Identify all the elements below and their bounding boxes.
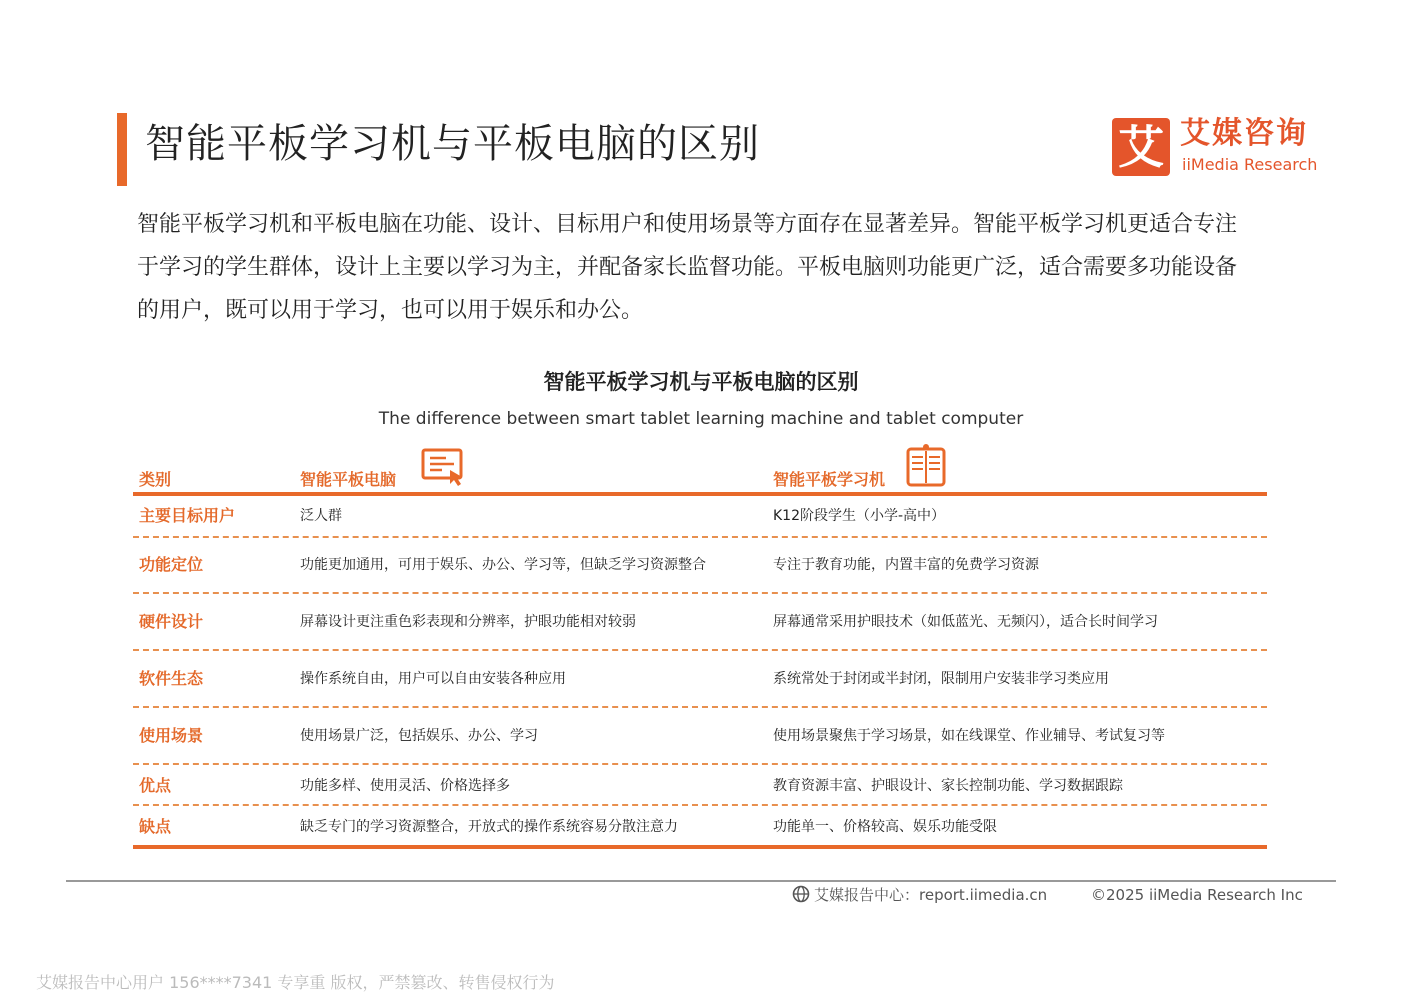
logo-mark: 艾	[1112, 118, 1170, 176]
cell-tablet: 缺乏专门的学习资源整合，开放式的操作系统容易分散注意力	[300, 819, 678, 835]
logo-name-en: iiMedia Research	[1182, 155, 1318, 174]
watermark: 艾媒报告中心用户 156****7341 专享重 版权，严禁篡改、转售侵权行为	[36, 973, 555, 992]
cell-learning: 使用场景聚焦于学习场景，如在线课堂、作业辅导、考试复习等	[773, 728, 1165, 744]
page-title: 智能平板学习机与平板电脑的区别	[145, 121, 760, 167]
intro-paragraph: 智能平板学习机和平板电脑在功能、设计、目标用户和使用场景等方面存在显著差异。智能平板学习机更适合专注于学习的学生群体，设计上主要以学习为主，并配备家长监督功能。平板电脑则功能更广泛，适合需要多功能设备的用户，既可以用于学习，也可以用于娱乐和办公。	[137, 212, 1238, 323]
row-label: 缺点	[139, 817, 172, 836]
row-label: 主要目标用户	[139, 506, 236, 525]
tablet-computer-icon	[420, 446, 468, 492]
cell-tablet: 功能更加通用，可用于娱乐、办公、学习等，但缺乏学习资源整合	[300, 557, 706, 573]
title-accent-bar	[117, 113, 127, 186]
row-label: 使用场景	[139, 726, 204, 745]
table-subtitle: The difference between smart tablet learning machine and tablet computer	[378, 409, 1024, 429]
table-title: 智能平板学习机与平板电脑的区别	[543, 370, 859, 394]
globe-icon	[792, 885, 810, 910]
row-label: 功能定位	[139, 555, 204, 574]
footer-source	[792, 883, 1047, 910]
row-label: 优点	[139, 776, 172, 795]
table-bottom-rule	[133, 845, 1267, 849]
cell-tablet: 屏幕设计更注重色彩表现和分辨率，护眼功能相对较弱	[300, 614, 636, 630]
cell-tablet: 泛人群	[300, 508, 342, 524]
header-tablet: 智能平板电脑	[300, 470, 397, 489]
cell-learning: 教育资源丰富、护眼设计、家长控制功能、学习数据跟踪	[773, 778, 1123, 794]
cell-learning: 屏幕通常采用护眼技术（如低蓝光、无频闪），适合长时间学习	[773, 614, 1158, 630]
cell-learning: 功能单一、价格较高、娱乐功能受限	[773, 819, 997, 835]
footer-copyright: ©2025 iiMedia Research Inc	[1091, 886, 1303, 904]
row-divider	[133, 804, 1267, 806]
row-divider	[133, 592, 1267, 594]
header-learning: 智能平板学习机	[773, 470, 886, 489]
header-category: 类别	[139, 470, 172, 489]
logo-name-cn: 艾媒咨询	[1180, 116, 1308, 151]
row-divider	[133, 763, 1267, 765]
row-label: 软件生态	[139, 669, 204, 688]
footer-divider	[66, 880, 1336, 882]
row-divider	[133, 706, 1267, 708]
iimedia-logo	[1112, 118, 1322, 180]
book-reader-icon	[904, 443, 948, 495]
row-divider	[133, 536, 1267, 538]
table-header-rule	[133, 492, 1267, 496]
cell-tablet: 操作系统自由，用户可以自由安装各种应用	[300, 671, 566, 687]
cell-tablet: 功能多样、使用灵活、价格选择多	[300, 778, 510, 794]
row-label: 硬件设计	[139, 612, 204, 631]
footer-source-text: 艾媒报告中心：report.iimedia.cn	[814, 886, 1048, 904]
cell-learning: 系统常处于封闭或半封闭，限制用户安装非学习类应用	[773, 671, 1109, 687]
row-divider	[133, 649, 1267, 651]
cell-tablet: 使用场景广泛，包括娱乐、办公、学习	[300, 728, 538, 744]
cell-learning: K12阶段学生（小学-高中）	[773, 508, 946, 524]
cell-learning: 专注于教育功能，内置丰富的免费学习资源	[773, 557, 1039, 573]
